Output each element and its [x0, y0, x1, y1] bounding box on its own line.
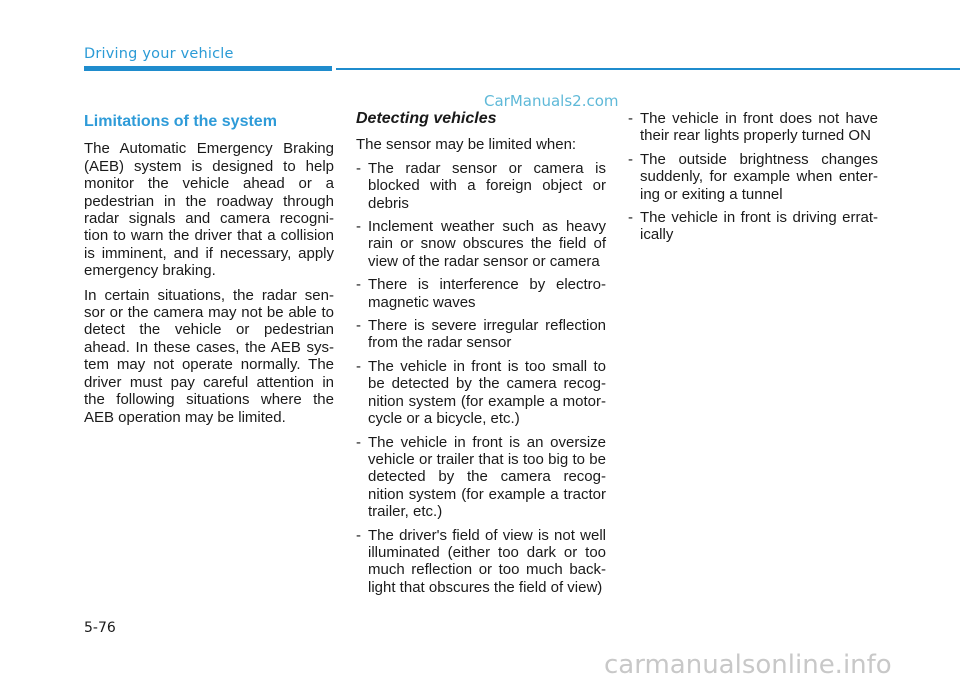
limitation-list-continued — [628, 110, 878, 244]
list-item: - The vehicle in front does not have their rear lights properly turned ON — [628, 110, 878, 145]
dash-marker: - — [628, 209, 633, 227]
list-item: - The vehicle in front is driving errat-ically — [628, 209, 878, 244]
column-limitations — [84, 110, 334, 433]
dash-marker: - — [356, 433, 361, 451]
paragraph: The Automatic Emergency Braking (AEB) system is designed to help monitor the vehicle ahead or a pedestrian in the roadway through radar signals and camera recogni-tion to warn the driver that a collision is imminent, and if necessary, apply emergency braking. — [84, 140, 334, 280]
list-item: - The outside brightness changes suddenly, for example when enter-ing or exiting a tunnel — [628, 150, 878, 203]
dash-marker: - — [628, 110, 633, 127]
section-title: Driving your vehicle — [84, 46, 234, 62]
top-watermark[interactable]: CarManuals2.com — [484, 92, 619, 110]
dash-marker: - — [356, 526, 361, 544]
list-item: - Inclement weather such as heavy rain or snow obscures the field of view of the radar sensor or camera — [356, 218, 606, 270]
dash-marker: - — [356, 276, 361, 294]
dash-marker: - — [356, 218, 361, 236]
limitation-list — [356, 160, 606, 596]
footer-watermark[interactable]: carmanualsonline.info — [604, 650, 892, 680]
page-number: 5-76 — [84, 620, 116, 636]
list-item: - The radar sensor or camera is blocked with a foreign object or debris — [356, 159, 606, 212]
dash-marker: - — [356, 357, 361, 375]
list-item: - The driver's field of view is not well illuminated (either too dark or too much reflection or too much back-light that obscures the field of view) — [356, 526, 606, 596]
dash-marker: - — [356, 159, 361, 177]
list-item: - The vehicle in front is an oversize vehicle or trailer that is too big to be detected by the camera recog-nition system (for example a tractor trailer, etc.) — [356, 433, 606, 521]
list-item: - There is interference by electro-magnetic waves — [356, 276, 606, 311]
dash-marker: - — [628, 150, 633, 168]
dash-marker: - — [356, 317, 361, 335]
list-item: - The vehicle in front is too small to be detected by the camera recog-nition system (for example a motor-cycle or a bicycle, etc.) — [356, 357, 606, 428]
heading-limitations: Limitations of the system — [84, 113, 277, 130]
column-detecting-vehicles — [356, 110, 606, 602]
header-rule-thin — [336, 68, 960, 70]
column-continued — [628, 110, 878, 250]
intro-text: The sensor may be limited when: — [356, 136, 577, 154]
heading-detecting-vehicles: Detecting vehicles — [356, 110, 497, 127]
list-item: - There is severe irregular reflection from the radar sensor — [356, 317, 606, 352]
paragraph: In certain situations, the radar sen-sor or the camera may not be able to detect the vehicle or pedestrian ahead. In these cases, the AEB sys-tem may not operate normally. The driver must pay careful attention in the following situations where the AEB operation may be limited. — [84, 286, 334, 426]
header-rule-thick — [84, 66, 332, 71]
